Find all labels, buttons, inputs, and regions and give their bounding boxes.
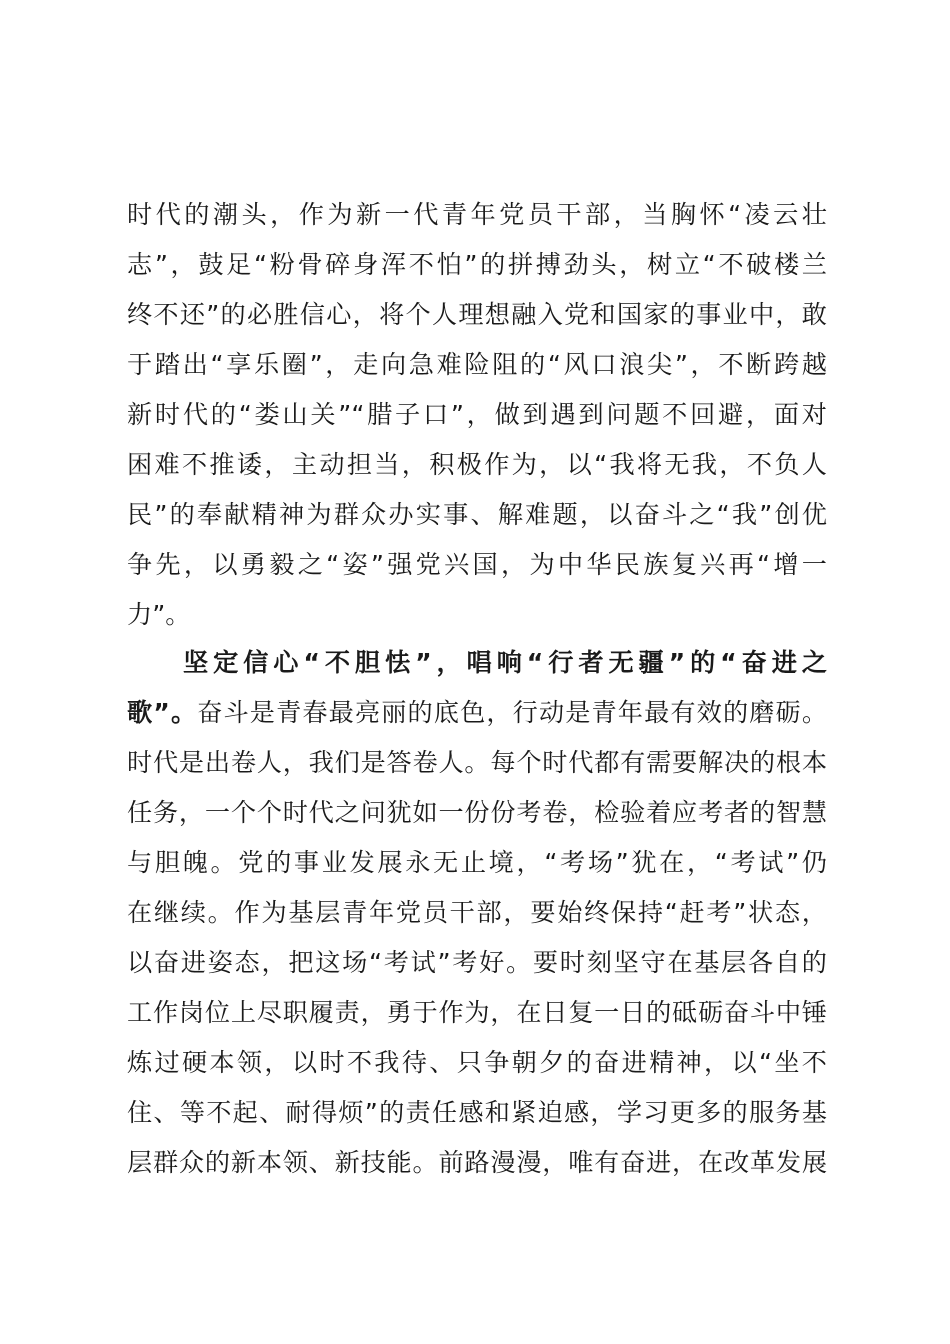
paragraph-2 <box>127 638 827 1188</box>
paragraph-line: 民”的奉献精神为群众办实事、解难题，以奋斗之“我”创优 <box>127 500 827 529</box>
paragraph-line: 时代的潮头，作为新一代青年党员干部，当胸怀“凌云壮 <box>127 200 827 229</box>
paragraph-1 <box>127 190 827 640</box>
paragraph-line: 层群众的新本领、新技能。前路漫漫，唯有奋进，在改革发展 <box>127 1148 827 1177</box>
paragraph-line: 志”，鼓足“粉骨碎身浑不怕”的拼搏劲头，树立“不破楼兰 <box>127 250 827 279</box>
paragraph-line: 任务，一个个时代之问犹如一份份考卷，检验着应考者的智慧 <box>127 798 827 827</box>
paragraph-line: 争先，以勇毅之“姿”强党兴国，为中华民族复兴再“增一 <box>127 550 827 579</box>
paragraph-line: 终不还”的必胜信心，将个人理想融入党和国家的事业中，敢 <box>127 300 827 329</box>
section-heading: 坚定信心“不胆怯”，唱响“行者无疆”的“奋进之 <box>183 648 827 677</box>
paragraph-line <box>127 688 827 738</box>
section-heading-end: 歌”。 <box>127 698 198 727</box>
paragraph-line: 时代是出卷人，我们是答卷人。每个时代都有需要解决的根本 <box>127 748 827 777</box>
paragraph-text: 奋斗是青春最亮丽的底色，行动是青年最有效的磨砺。 <box>197 698 827 727</box>
paragraph-line: 于踏出“享乐圈”，走向急难险阻的“风口浪尖”，不断跨越 <box>127 350 827 379</box>
paragraph-line: 困难不推诿，主动担当，积极作为，以“我将无我，不负人 <box>127 450 827 479</box>
paragraph-line: 炼过硬本领，以时不我待、只争朝夕的奋进精神，以“坐不 <box>127 1048 827 1077</box>
paragraph-line: 住、等不起、耐得烦”的责任感和紧迫感，学习更多的服务基 <box>127 1098 827 1127</box>
paragraph-line: 新时代的“娄山关”“腊子口”，做到遇到问题不回避，面对 <box>127 400 827 429</box>
paragraph-line: 力”。 <box>127 600 191 629</box>
paragraph-line: 以奋进姿态，把这场“考试”考好。要时刻坚守在基层各自的 <box>127 948 827 977</box>
paragraph-line: 在继续。作为基层青年党员干部，要始终保持“赶考”状态， <box>127 898 827 927</box>
paragraph-line: 工作岗位上尽职履责，勇于作为，在日复一日的砥砺奋斗中锤 <box>127 998 827 1027</box>
paragraph-line: 与胆魄。党的事业发展永无止境，“考场”犹在，“考试”仍 <box>127 848 827 877</box>
